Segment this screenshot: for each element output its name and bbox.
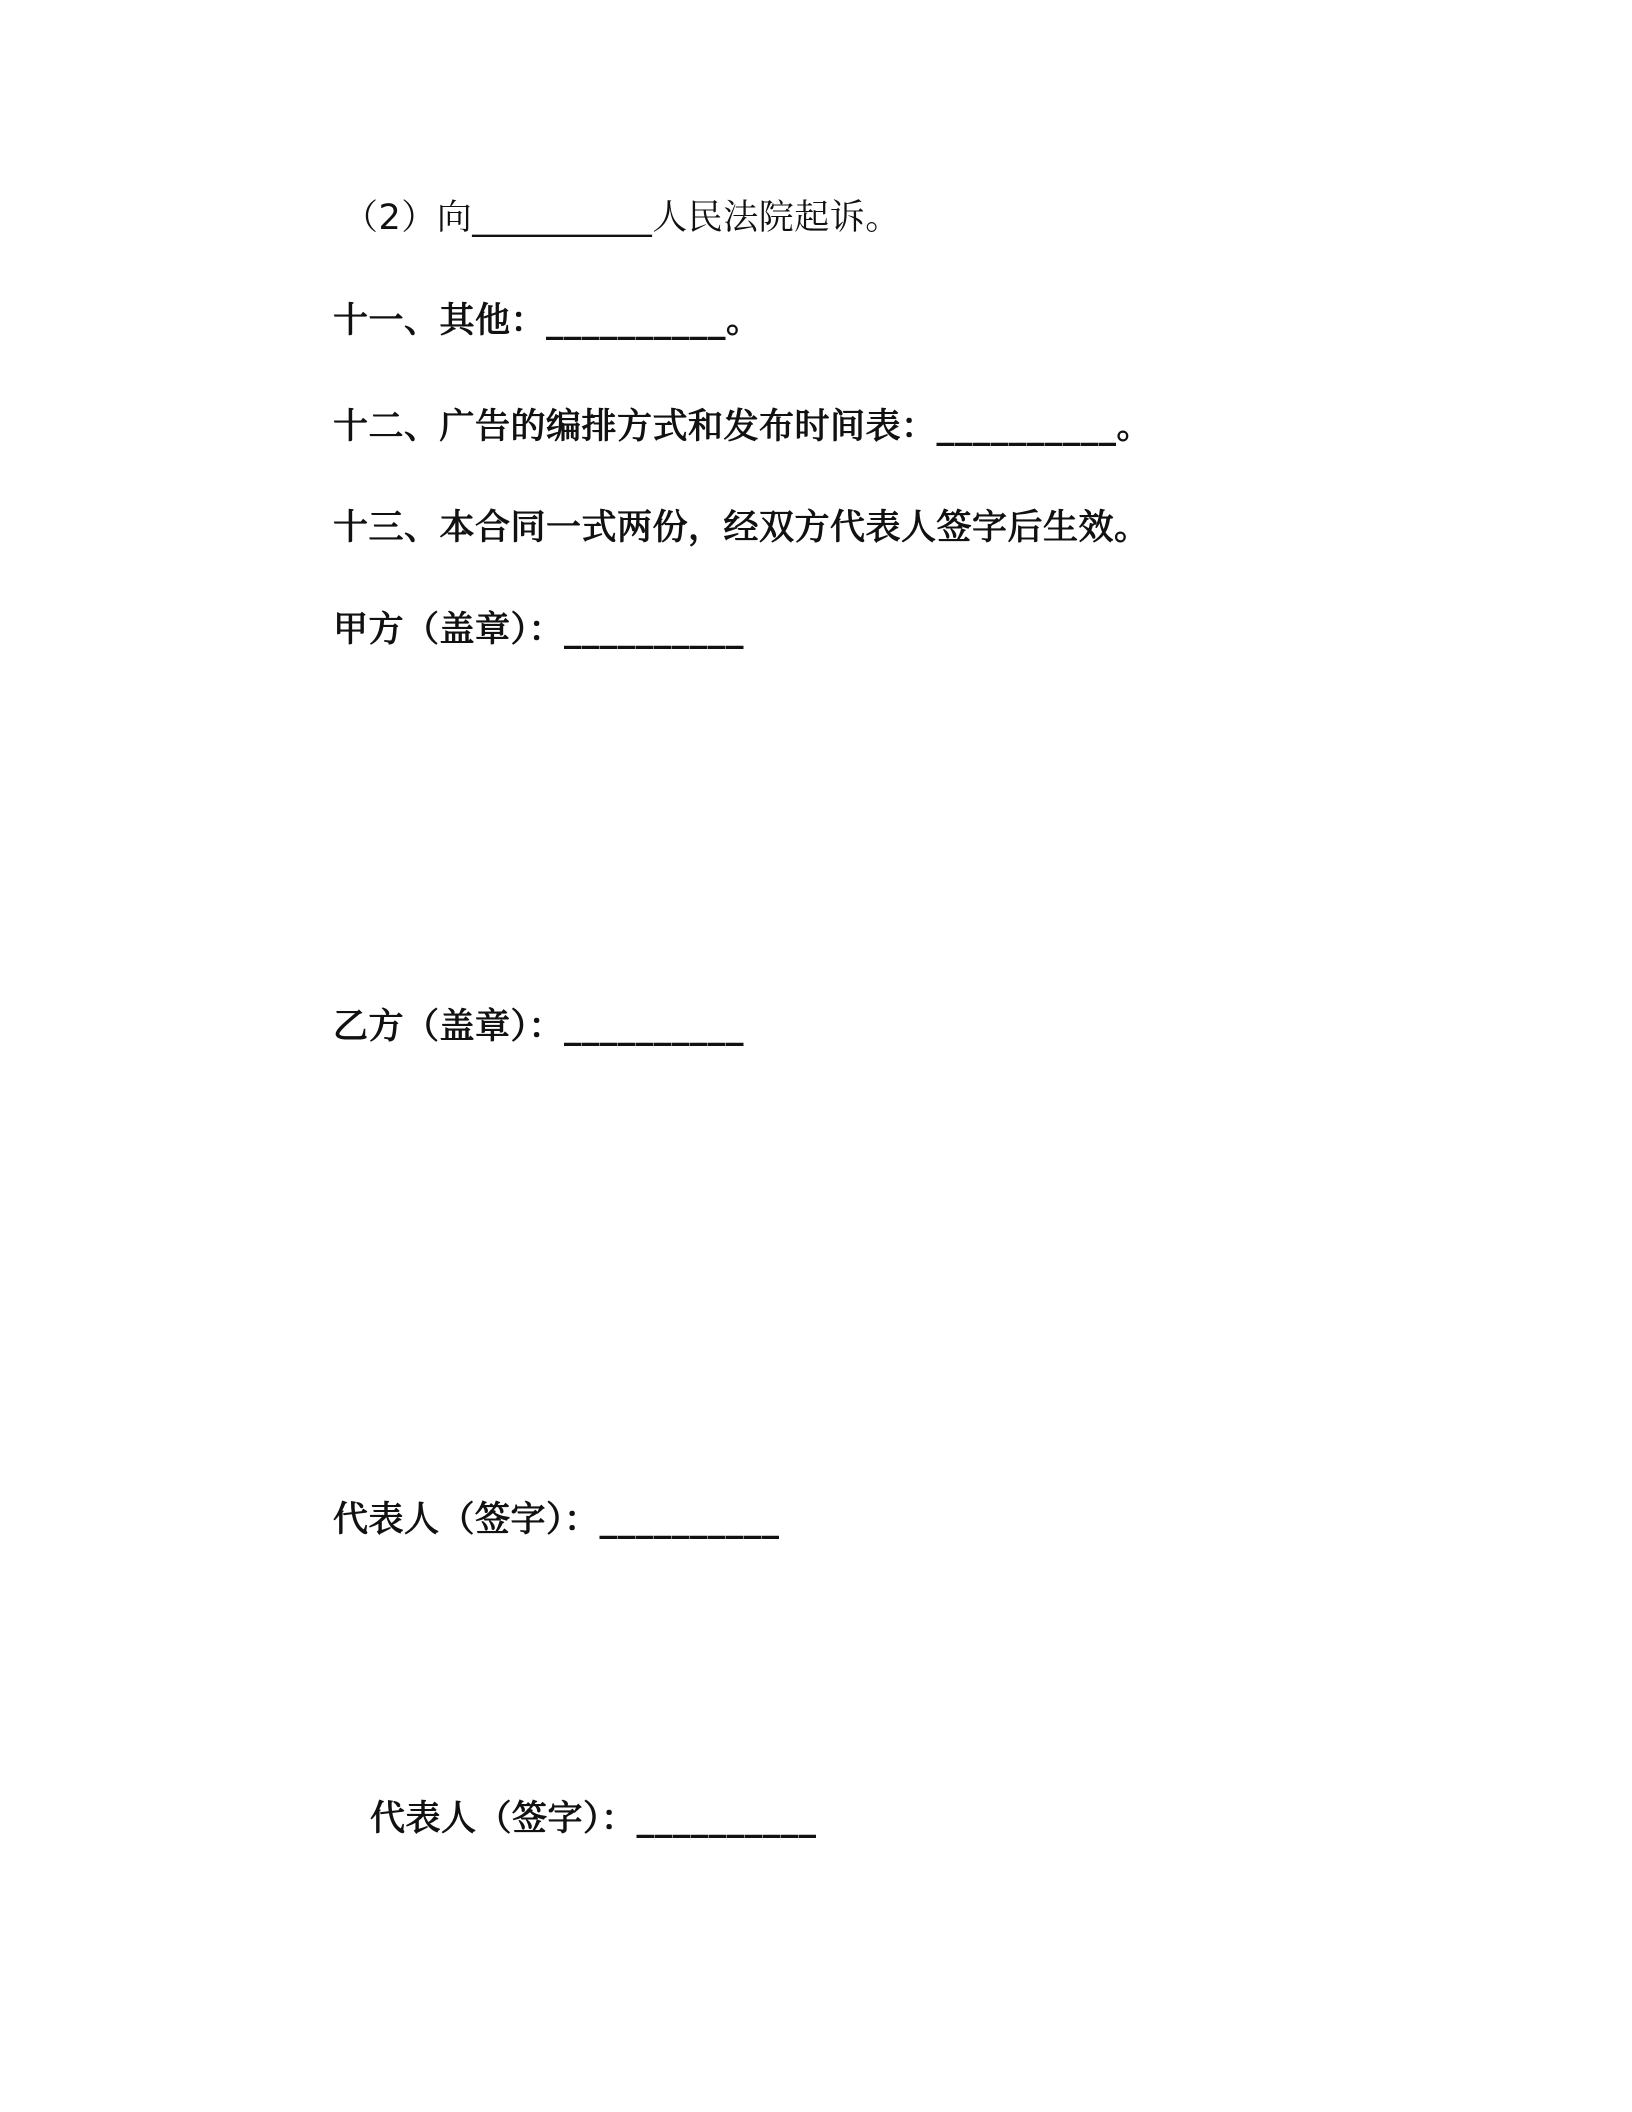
clause-13-copies: 十三、本合同一式两份，经双方代表人签字后生效。: [333, 508, 1150, 548]
party-b-seal: 乙方（盖章）：__________: [333, 1007, 745, 1047]
court-clause: （2）向__________人民法院起诉。: [343, 198, 901, 238]
clause-12-schedule: 十二、广告的编排方式和发布时间表：__________。: [333, 407, 1153, 447]
representative-signature-b: 代表人（签字）：__________: [370, 1799, 817, 1839]
clause-11-other: 十一、其他：__________。: [333, 301, 762, 341]
party-a-seal: 甲方（盖章）：__________: [333, 610, 745, 650]
representative-signature-a: 代表人（签字）：__________: [333, 1500, 780, 1540]
